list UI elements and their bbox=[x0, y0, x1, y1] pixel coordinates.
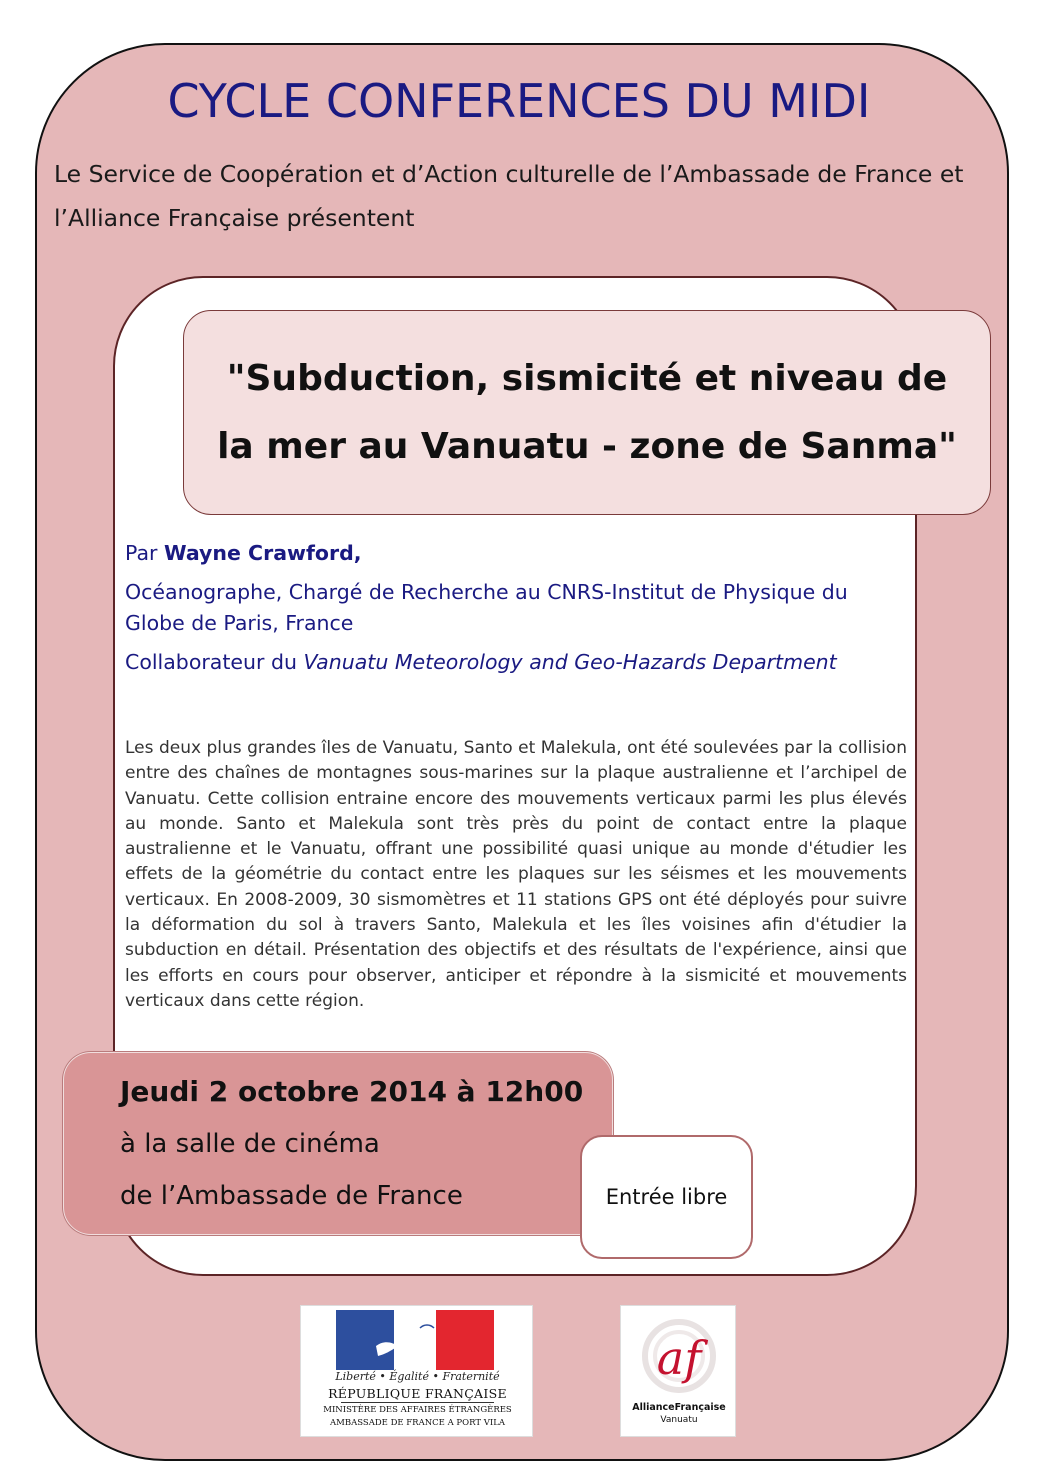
svg-text:af: af bbox=[656, 1331, 702, 1385]
page-title: CYCLE CONFERENCES DU MIDI bbox=[167, 74, 871, 128]
rf-ministry: MINISTÈRE DES AFFAIRES ÉTRANGÈRES bbox=[323, 1405, 512, 1415]
marianne-flag-icon bbox=[336, 1310, 494, 1370]
republique-francaise-logo bbox=[300, 1305, 533, 1437]
collab-prefix: Collaborateur du bbox=[125, 650, 304, 674]
af-name: AllianceFrançaise bbox=[632, 1402, 726, 1413]
abstract-text: Les deux plus grandes îles de Vanuatu, Santo et Malekula, ont été soulevées par la collision entre des chaînes de montagnes sous-marines sur la plaque australienne et l’archipel de Vanuatu. Cette collision entraine encore des mouvements verticaux parmi les plus élevés au monde. Santo et Malekula sont très près du point de contact entre la plaque australienne et le Vanuatu, offrant une possibilité quasi unique au monde d'étudier les effets de la géométrie du contact entre les plaques sur les séismes et les mouvements verticaux. En 2008-2009, 30 sismomètres et 11 stations GPS ont été déployés pour suivre la déformation du sol à travers Santo, Malekula et les îles voisines afin d'étudier la subduction en détail. Présentation des objectifs et des résultats de l'expérience, ainsi que les efforts en cours pour observer, anticiper et répondre à la sismicité et mouvements verticaux dans cette région. bbox=[125, 738, 907, 1011]
rf-embassy: AMBASSADE DE FRANCE A PORT VILA bbox=[329, 1418, 506, 1428]
event-venue-line2: de l’Ambassade de France bbox=[120, 1181, 463, 1211]
entry-box bbox=[580, 1135, 753, 1259]
rf-motto: Liberté • Égalité • Fraternité bbox=[335, 1370, 500, 1383]
af-place: Vanuatu bbox=[660, 1415, 698, 1425]
speaker-info bbox=[125, 538, 910, 686]
rf-name: RÉPUBLIQUE FRANÇAISE bbox=[328, 1386, 507, 1401]
collab-org: Vanuatu Meteorology and Geo-Hazards Department bbox=[303, 650, 837, 674]
entry-text: Entrée libre bbox=[605, 1185, 728, 1209]
event-venue-line1: à la salle de cinéma bbox=[120, 1129, 380, 1159]
rf-divider bbox=[341, 1402, 494, 1403]
intro-text: Le Service de Coopération et d’Action culturelle de l’Ambassade de France et l’Alliance Française présentent bbox=[54, 160, 964, 232]
speaker-line bbox=[125, 538, 910, 569]
alliance-francaise-logo bbox=[620, 1305, 736, 1437]
speaker-collab bbox=[125, 647, 910, 678]
speaker-role: Océanographe, Chargé de Recherche au CNRS-Institut de Physique du Globe de Paris, France bbox=[125, 580, 848, 635]
conference-title-box bbox=[183, 310, 991, 515]
af-monogram-icon bbox=[621, 1318, 737, 1398]
event-date: Jeudi 2 octobre 2014 à 12h00 bbox=[120, 1075, 584, 1108]
speaker-prefix: Par bbox=[125, 541, 164, 565]
conference-title: "Subduction, sismicité et niveau de la mer au Vanuatu - zone de Sanma" bbox=[217, 357, 957, 467]
speaker-name: Wayne Crawford, bbox=[163, 541, 362, 565]
